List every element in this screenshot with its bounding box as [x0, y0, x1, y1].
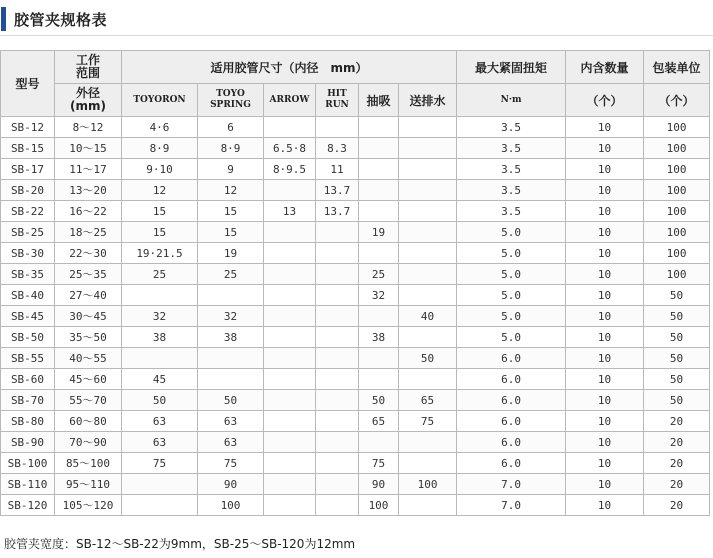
cell-pack-unit: 20	[644, 495, 710, 516]
cell-model: SB-12	[1, 117, 55, 138]
header-toyo-spring	[198, 84, 264, 117]
cell-outer-diameter: 45～60	[55, 369, 122, 390]
header-hit-run-line2: RUN	[325, 100, 349, 110]
cell-pack-unit: 100	[644, 117, 710, 138]
cell-hit-run	[316, 369, 359, 390]
cell-qty: 10	[566, 138, 644, 159]
cell-toyo-spring: 8·9	[198, 138, 264, 159]
cell-outer-diameter: 11～17	[55, 159, 122, 180]
header-outer-diameter	[55, 84, 122, 117]
cell-model: SB-50	[1, 327, 55, 348]
cell-max-torque: 3.5	[457, 138, 566, 159]
cell-drain	[399, 180, 457, 201]
cell-qty: 10	[566, 495, 644, 516]
header-row-2	[1, 84, 710, 117]
cell-pack-unit: 100	[644, 159, 710, 180]
cell-outer-diameter: 30～45	[55, 306, 122, 327]
cell-drain	[399, 285, 457, 306]
cell-qty: 10	[566, 390, 644, 411]
cell-arrow	[264, 285, 316, 306]
table-row	[1, 390, 710, 411]
table-row	[1, 327, 710, 348]
cell-hit-run	[316, 117, 359, 138]
cell-arrow	[264, 474, 316, 495]
header-hose-size: 适用胶管尺寸（内径 mm）	[122, 51, 457, 84]
cell-arrow	[264, 432, 316, 453]
cell-qty: 10	[566, 411, 644, 432]
cell-hit-run	[316, 306, 359, 327]
table-row	[1, 474, 710, 495]
cell-hit-run: 11	[316, 159, 359, 180]
cell-toyoron: 4·6	[122, 117, 198, 138]
table-row	[1, 117, 710, 138]
cell-model: SB-40	[1, 285, 55, 306]
cell-suction: 50	[359, 390, 399, 411]
header-qty-unit: （个）	[566, 84, 644, 117]
cell-max-torque: 6.0	[457, 432, 566, 453]
cell-drain: 65	[399, 390, 457, 411]
cell-qty: 10	[566, 369, 644, 390]
cell-suction	[359, 306, 399, 327]
cell-toyoron	[122, 495, 198, 516]
header-pack-unit: 包装单位	[644, 51, 710, 84]
cell-toyoron: 25	[122, 264, 198, 285]
header-hit-run-line1: HIT	[327, 89, 347, 99]
cell-arrow: 8·9.5	[264, 159, 316, 180]
cell-toyo-spring: 50	[198, 390, 264, 411]
cell-pack-unit: 50	[644, 285, 710, 306]
cell-max-torque: 5.0	[457, 306, 566, 327]
cell-outer-diameter: 22～30	[55, 243, 122, 264]
cell-drain	[399, 369, 457, 390]
cell-toyoron: 9·10	[122, 159, 198, 180]
cell-toyoron: 8·9	[122, 138, 198, 159]
cell-arrow	[264, 327, 316, 348]
cell-toyo-spring: 38	[198, 327, 264, 348]
cell-suction	[359, 159, 399, 180]
cell-toyoron: 63	[122, 411, 198, 432]
cell-arrow	[264, 264, 316, 285]
cell-hit-run	[316, 432, 359, 453]
cell-max-torque: 6.0	[457, 411, 566, 432]
cell-toyoron: 75	[122, 453, 198, 474]
cell-drain	[399, 201, 457, 222]
table-row	[1, 285, 710, 306]
table-row	[1, 264, 710, 285]
cell-model: SB-70	[1, 390, 55, 411]
cell-qty: 10	[566, 159, 644, 180]
table-row	[1, 348, 710, 369]
cell-model: SB-45	[1, 306, 55, 327]
cell-arrow	[264, 306, 316, 327]
cell-suction: 25	[359, 264, 399, 285]
cell-suction: 65	[359, 411, 399, 432]
title-bar	[0, 6, 107, 32]
cell-hit-run	[316, 222, 359, 243]
cell-outer-diameter: 60～80	[55, 411, 122, 432]
cell-hit-run	[316, 264, 359, 285]
cell-drain	[399, 138, 457, 159]
cell-drain	[399, 159, 457, 180]
cell-outer-diameter: 95～110	[55, 474, 122, 495]
cell-pack-unit: 20	[644, 474, 710, 495]
cell-toyo-spring: 75	[198, 453, 264, 474]
page-title: 胶管夹规格表	[14, 10, 108, 29]
header-work-range	[55, 51, 122, 84]
cell-qty: 10	[566, 453, 644, 474]
cell-toyo-spring: 9	[198, 159, 264, 180]
cell-pack-unit: 100	[644, 264, 710, 285]
cell-suction: 90	[359, 474, 399, 495]
cell-suction	[359, 201, 399, 222]
cell-outer-diameter: 16～22	[55, 201, 122, 222]
cell-drain: 100	[399, 474, 457, 495]
cell-hit-run	[316, 474, 359, 495]
cell-max-torque: 7.0	[457, 474, 566, 495]
cell-model: SB-15	[1, 138, 55, 159]
cell-arrow	[264, 453, 316, 474]
cell-suction: 38	[359, 327, 399, 348]
cell-outer-diameter: 25～35	[55, 264, 122, 285]
cell-arrow	[264, 390, 316, 411]
cell-hit-run	[316, 348, 359, 369]
cell-model: SB-90	[1, 432, 55, 453]
cell-toyoron: 45	[122, 369, 198, 390]
cell-model: SB-17	[1, 159, 55, 180]
cell-toyo-spring: 25	[198, 264, 264, 285]
header-arrow: ARROW	[264, 84, 316, 117]
cell-arrow	[264, 369, 316, 390]
cell-drain	[399, 117, 457, 138]
title-accent-bar	[1, 7, 6, 31]
cell-arrow	[264, 180, 316, 201]
cell-arrow	[264, 243, 316, 264]
header-row-1	[1, 51, 710, 84]
table-row	[1, 411, 710, 432]
cell-hit-run	[316, 243, 359, 264]
cell-toyoron: 15	[122, 222, 198, 243]
cell-pack-unit: 50	[644, 390, 710, 411]
cell-outer-diameter: 18～25	[55, 222, 122, 243]
cell-pack-unit: 100	[644, 243, 710, 264]
cell-pack-unit: 50	[644, 327, 710, 348]
header-toyo-spring-line2: SPRING	[210, 100, 251, 110]
cell-drain: 50	[399, 348, 457, 369]
cell-hit-run	[316, 390, 359, 411]
cell-pack-unit: 100	[644, 201, 710, 222]
cell-pack-unit: 50	[644, 306, 710, 327]
cell-max-torque: 3.5	[457, 180, 566, 201]
cell-hit-run: 13.7	[316, 201, 359, 222]
cell-pack-unit: 20	[644, 411, 710, 432]
cell-model: SB-100	[1, 453, 55, 474]
cell-model: SB-110	[1, 474, 55, 495]
header-outer-diameter-unit: (mm)	[70, 99, 106, 113]
cell-qty: 10	[566, 306, 644, 327]
cell-qty: 10	[566, 432, 644, 453]
cell-qty: 10	[566, 243, 644, 264]
cell-hit-run	[316, 495, 359, 516]
cell-model: SB-55	[1, 348, 55, 369]
cell-suction: 100	[359, 495, 399, 516]
header-torque-unit: N·m	[457, 84, 566, 117]
cell-drain: 75	[399, 411, 457, 432]
cell-toyoron: 12	[122, 180, 198, 201]
header-model: 型号	[1, 51, 55, 117]
cell-max-torque: 7.0	[457, 495, 566, 516]
cell-outer-diameter: 13～20	[55, 180, 122, 201]
cell-hit-run	[316, 411, 359, 432]
cell-toyo-spring	[198, 285, 264, 306]
cell-toyo-spring	[198, 348, 264, 369]
cell-drain	[399, 432, 457, 453]
cell-hit-run	[316, 327, 359, 348]
spec-table-body	[1, 117, 710, 516]
cell-drain	[399, 264, 457, 285]
cell-qty: 10	[566, 222, 644, 243]
cell-pack-unit: 20	[644, 432, 710, 453]
cell-qty: 10	[566, 117, 644, 138]
header-toyo-spring-line1: TOYO	[216, 89, 245, 99]
cell-suction: 75	[359, 453, 399, 474]
cell-suction: 19	[359, 222, 399, 243]
cell-drain	[399, 243, 457, 264]
cell-model: SB-60	[1, 369, 55, 390]
table-row	[1, 159, 710, 180]
cell-drain: 40	[399, 306, 457, 327]
cell-arrow	[264, 411, 316, 432]
cell-toyoron: 50	[122, 390, 198, 411]
cell-qty: 10	[566, 327, 644, 348]
table-row	[1, 243, 710, 264]
cell-outer-diameter: 40～55	[55, 348, 122, 369]
cell-qty: 10	[566, 180, 644, 201]
cell-model: SB-120	[1, 495, 55, 516]
header-outer-diameter-line1: 外径	[75, 86, 100, 100]
cell-pack-unit: 100	[644, 222, 710, 243]
cell-hit-run	[316, 453, 359, 474]
cell-pack-unit: 100	[644, 180, 710, 201]
cell-toyoron	[122, 285, 198, 306]
cell-toyoron: 38	[122, 327, 198, 348]
cell-toyo-spring: 15	[198, 222, 264, 243]
footnote: 胶管夹宽度：SB-12～SB-22为9mm，SB-25～SB-120为12mm	[4, 537, 356, 551]
cell-max-torque: 5.0	[457, 264, 566, 285]
cell-model: SB-20	[1, 180, 55, 201]
title-divider	[0, 35, 713, 36]
cell-qty: 10	[566, 264, 644, 285]
cell-max-torque: 3.5	[457, 117, 566, 138]
cell-pack-unit: 100	[644, 138, 710, 159]
table-row	[1, 453, 710, 474]
cell-max-torque: 3.5	[457, 201, 566, 222]
cell-max-torque: 3.5	[457, 159, 566, 180]
cell-outer-diameter: 27～40	[55, 285, 122, 306]
cell-max-torque: 5.0	[457, 327, 566, 348]
cell-outer-diameter: 10～15	[55, 138, 122, 159]
header-suction: 抽吸	[359, 84, 399, 117]
cell-arrow	[264, 495, 316, 516]
header-drain: 送排水	[399, 84, 457, 117]
table-row	[1, 495, 710, 516]
cell-outer-diameter: 55～70	[55, 390, 122, 411]
cell-outer-diameter: 35～50	[55, 327, 122, 348]
header-work-range-line2: 范围	[75, 66, 100, 80]
cell-toyo-spring: 90	[198, 474, 264, 495]
cell-suction	[359, 369, 399, 390]
cell-drain	[399, 222, 457, 243]
cell-suction	[359, 432, 399, 453]
cell-hit-run	[316, 285, 359, 306]
cell-qty: 10	[566, 285, 644, 306]
cell-outer-diameter: 8～12	[55, 117, 122, 138]
table-row	[1, 369, 710, 390]
spec-table	[0, 50, 710, 516]
cell-max-torque: 6.0	[457, 390, 566, 411]
cell-toyoron: 15	[122, 201, 198, 222]
cell-pack-unit: 50	[644, 369, 710, 390]
cell-toyo-spring: 6	[198, 117, 264, 138]
header-toyoron: TOYORON	[122, 84, 198, 117]
cell-suction	[359, 138, 399, 159]
cell-arrow: 13	[264, 201, 316, 222]
cell-qty: 10	[566, 201, 644, 222]
cell-toyoron: 63	[122, 432, 198, 453]
cell-max-torque: 5.0	[457, 243, 566, 264]
cell-suction	[359, 348, 399, 369]
cell-arrow	[264, 222, 316, 243]
cell-model: SB-30	[1, 243, 55, 264]
cell-max-torque: 6.0	[457, 369, 566, 390]
cell-suction: 32	[359, 285, 399, 306]
table-row	[1, 222, 710, 243]
table-row	[1, 201, 710, 222]
header-qty: 内含数量	[566, 51, 644, 84]
cell-toyo-spring: 15	[198, 201, 264, 222]
cell-pack-unit: 50	[644, 348, 710, 369]
cell-toyoron: 19·21.5	[122, 243, 198, 264]
cell-drain	[399, 453, 457, 474]
cell-arrow	[264, 117, 316, 138]
cell-hit-run: 8.3	[316, 138, 359, 159]
cell-outer-diameter: 85～100	[55, 453, 122, 474]
cell-toyoron	[122, 474, 198, 495]
table-row	[1, 432, 710, 453]
cell-toyo-spring: 32	[198, 306, 264, 327]
cell-outer-diameter: 105～120	[55, 495, 122, 516]
cell-model: SB-35	[1, 264, 55, 285]
header-hit-run	[316, 84, 359, 117]
cell-arrow: 6.5·8	[264, 138, 316, 159]
cell-outer-diameter: 70～90	[55, 432, 122, 453]
cell-toyo-spring: 19	[198, 243, 264, 264]
cell-model: SB-80	[1, 411, 55, 432]
cell-suction	[359, 180, 399, 201]
cell-qty: 10	[566, 474, 644, 495]
cell-max-torque: 5.0	[457, 285, 566, 306]
cell-toyoron	[122, 348, 198, 369]
cell-toyo-spring: 12	[198, 180, 264, 201]
cell-toyo-spring: 63	[198, 411, 264, 432]
cell-qty: 10	[566, 348, 644, 369]
cell-suction	[359, 117, 399, 138]
cell-toyo-spring: 100	[198, 495, 264, 516]
cell-arrow	[264, 348, 316, 369]
table-row	[1, 138, 710, 159]
cell-drain	[399, 327, 457, 348]
cell-suction	[359, 243, 399, 264]
cell-drain	[399, 495, 457, 516]
cell-pack-unit: 20	[644, 453, 710, 474]
table-row	[1, 180, 710, 201]
table-row	[1, 306, 710, 327]
cell-max-torque: 6.0	[457, 453, 566, 474]
cell-model: SB-25	[1, 222, 55, 243]
cell-max-torque: 6.0	[457, 348, 566, 369]
cell-model: SB-22	[1, 201, 55, 222]
cell-toyoron: 32	[122, 306, 198, 327]
header-work-range-line1: 工作	[75, 53, 100, 67]
cell-toyo-spring: 63	[198, 432, 264, 453]
cell-hit-run: 13.7	[316, 180, 359, 201]
cell-max-torque: 5.0	[457, 222, 566, 243]
header-pack-unit-unit: （个）	[644, 84, 710, 117]
header-max-torque: 最大紧固扭矩	[457, 51, 566, 84]
cell-toyo-spring	[198, 369, 264, 390]
